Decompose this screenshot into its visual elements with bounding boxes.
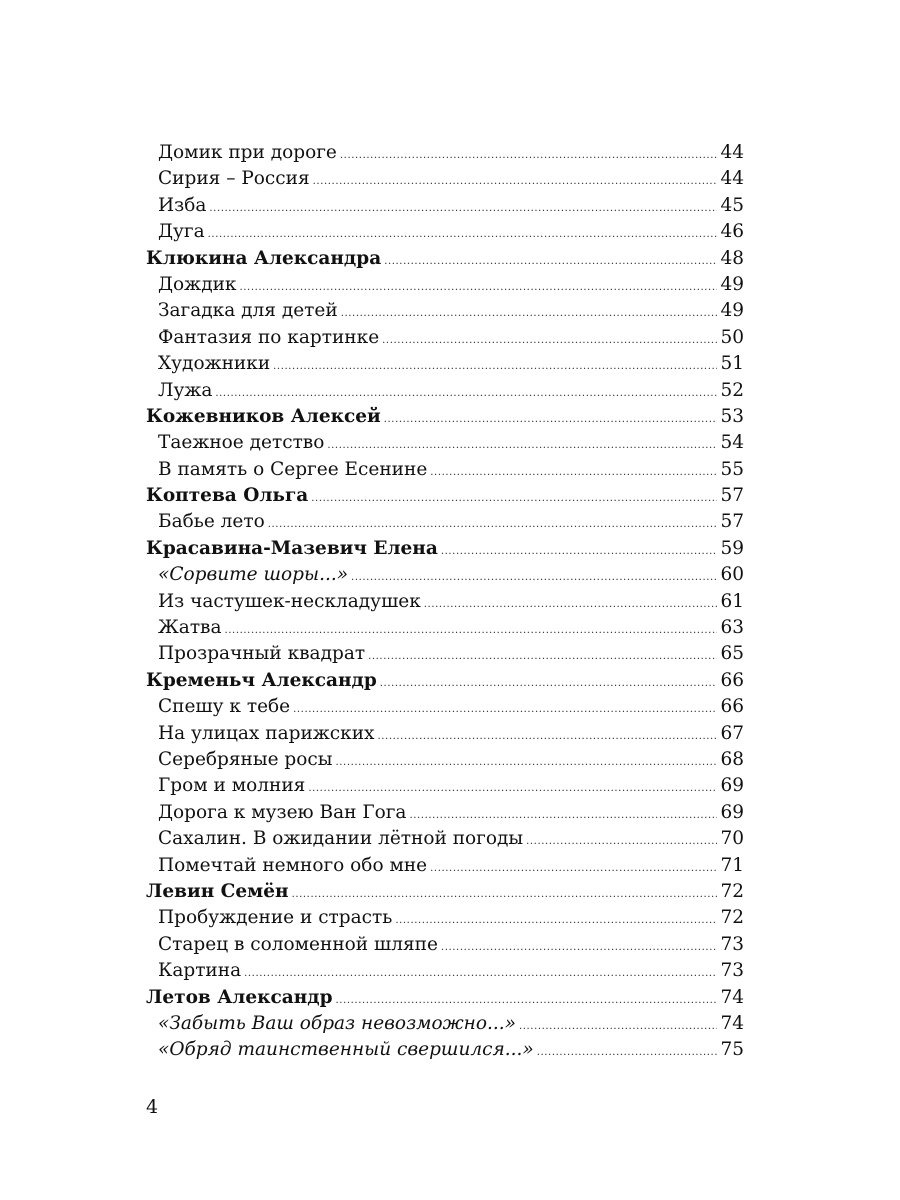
dot-leader <box>268 520 717 530</box>
poem-title: В память о Сергее Есенине <box>158 458 428 480</box>
poem-title: Лужа <box>158 379 213 401</box>
toc-entry-row <box>146 378 744 404</box>
toc-entry-row <box>146 430 744 456</box>
toc-entry-row <box>146 747 744 773</box>
toc-page-number: 49 <box>720 273 744 295</box>
toc-page-number: 50 <box>720 326 744 348</box>
dot-leader <box>441 547 717 557</box>
dot-leader <box>384 257 717 267</box>
toc-entry-row <box>146 509 744 535</box>
toc-page-number: 48 <box>720 247 744 269</box>
dot-leader <box>239 283 717 293</box>
dot-leader <box>215 389 717 399</box>
toc-page-number: 72 <box>720 880 744 902</box>
poem-title: Загадка для детей <box>158 300 338 322</box>
dot-leader <box>351 573 717 583</box>
poem-title: Старец в соломенной шляпе <box>158 933 438 955</box>
toc-page-number: 71 <box>720 854 744 876</box>
author-name: Кременьч Александр <box>146 669 377 691</box>
toc-author-row <box>146 483 744 509</box>
dot-leader <box>395 916 717 926</box>
toc-page-number: 72 <box>720 907 744 929</box>
dot-leader <box>340 151 717 161</box>
poem-title: Прозрачный квадрат <box>158 643 366 665</box>
toc-entry-row <box>146 773 744 799</box>
dot-leader <box>424 600 717 610</box>
toc-entry-row <box>146 853 744 879</box>
toc-entry-row <box>146 1011 744 1037</box>
poem-title: Домик при дороге <box>158 142 337 163</box>
toc-entry-row <box>146 932 744 958</box>
toc-page-number: 73 <box>720 960 744 982</box>
toc-entry-row <box>146 325 744 351</box>
poem-title: Изба <box>158 194 207 216</box>
toc-page-number: 69 <box>720 801 744 823</box>
page-number: 4 <box>146 1096 159 1118</box>
poem-title: Дуга <box>158 221 205 243</box>
toc-page-number: 54 <box>720 432 744 454</box>
dot-leader <box>292 890 717 900</box>
toc-entry-row <box>146 166 744 192</box>
toc-entry-row <box>146 298 744 324</box>
dot-leader <box>441 943 717 953</box>
author-name: Левин Семён <box>146 880 289 902</box>
poem-title: Сирия – Россия <box>158 168 310 190</box>
poem-title: Дождик <box>158 273 237 295</box>
toc-page-number: 74 <box>720 986 744 1008</box>
toc-page-number: 65 <box>720 643 744 665</box>
poem-title: «Забыть Ваш образ невозможно...» <box>158 1012 516 1034</box>
toc-page-number: 68 <box>720 748 744 770</box>
dot-leader <box>378 732 718 742</box>
poem-title: Картина <box>158 960 242 982</box>
toc-author-row <box>146 668 744 694</box>
dot-leader <box>273 362 717 372</box>
poem-title: Художники <box>158 353 271 375</box>
poem-title: Таежное детство <box>158 432 325 454</box>
author-name: Коптева Ольга <box>146 485 309 507</box>
toc-entry-row <box>146 615 744 641</box>
toc-author-row <box>146 536 744 562</box>
toc-entry-row <box>146 694 744 720</box>
toc-page-number: 66 <box>720 669 744 691</box>
poem-title: Серебряные росы <box>158 748 333 770</box>
poem-title: Пробуждение и страсть <box>158 907 393 929</box>
toc-author-row <box>146 404 744 430</box>
toc-page-number: 44 <box>720 142 744 163</box>
dot-leader <box>368 652 717 662</box>
toc-page-number: 75 <box>720 1039 744 1061</box>
toc-entry-row <box>146 800 744 826</box>
poem-title: Фантазия по картинке <box>158 326 380 348</box>
dot-leader <box>244 969 717 979</box>
dot-leader <box>537 1048 717 1058</box>
toc-author-row <box>146 246 744 272</box>
toc-page-number: 66 <box>720 696 744 718</box>
dot-leader <box>341 309 717 319</box>
dot-leader <box>336 996 717 1006</box>
toc-entry-row <box>146 721 744 747</box>
poem-title: Сахалин. В ожидании лётной погоды <box>158 828 524 850</box>
toc-page-number: 59 <box>720 537 744 559</box>
toc-page-number: 63 <box>720 617 744 639</box>
dot-leader <box>430 468 717 478</box>
toc-author-row <box>146 985 744 1011</box>
poem-title: Бабье лето <box>158 511 265 533</box>
toc-entry-row <box>146 905 744 931</box>
poem-title: Жатва <box>158 617 222 639</box>
toc-page-number: 52 <box>720 379 744 401</box>
toc-entry-row <box>146 1037 744 1063</box>
dot-leader <box>209 204 717 214</box>
toc-page-number: 57 <box>720 511 744 533</box>
toc-entry-row <box>146 958 744 984</box>
toc-author-row <box>146 879 744 905</box>
toc-entry-row <box>146 641 744 667</box>
dot-leader <box>327 441 717 451</box>
toc-entry-row <box>146 562 744 588</box>
table-of-contents <box>146 140 744 1064</box>
author-name: Кожевников Алексей <box>146 405 381 427</box>
toc-page-number: 49 <box>720 300 744 322</box>
poem-title: Дорога к музею Ван Гога <box>158 801 407 823</box>
toc-page-number: 45 <box>720 194 744 216</box>
toc-page-number: 67 <box>720 722 744 744</box>
dot-leader <box>336 758 718 768</box>
toc-page-number: 60 <box>720 564 744 586</box>
poem-title: На улицах парижских <box>158 722 375 744</box>
dot-leader <box>384 415 717 425</box>
dot-leader <box>208 230 717 240</box>
toc-page-number: 61 <box>720 590 744 612</box>
poem-title: Помечтай немного обо мне <box>158 854 428 876</box>
toc-page-number: 70 <box>720 828 744 850</box>
toc-entry-row <box>146 351 744 377</box>
toc-entry-row <box>146 140 744 166</box>
toc-entry-row <box>146 272 744 298</box>
dot-leader <box>382 336 717 346</box>
toc-page-number: 46 <box>720 221 744 243</box>
poem-title: Гром и молния <box>158 775 306 797</box>
author-name: Клюкина Александра <box>146 247 382 269</box>
toc-page-number: 44 <box>720 168 744 190</box>
poem-title: Спешу к тебе <box>158 696 291 718</box>
toc-entry-row <box>146 457 744 483</box>
toc-page-number: 51 <box>720 353 744 375</box>
toc-page-number: 57 <box>720 485 744 507</box>
toc-entry-row <box>146 193 744 219</box>
dot-leader <box>293 705 717 715</box>
dot-leader <box>225 626 718 636</box>
dot-leader <box>313 177 717 187</box>
dot-leader <box>311 494 717 504</box>
toc-page-number: 53 <box>720 405 744 427</box>
dot-leader <box>409 811 717 821</box>
poem-title: Из частушек-нескладушек <box>158 590 421 612</box>
dot-leader <box>430 864 717 874</box>
poem-title: «Сорвите шоры...» <box>158 564 349 586</box>
author-name: Красавина-Мазевич Елена <box>146 537 438 559</box>
dot-leader <box>380 679 717 689</box>
dot-leader <box>519 1022 717 1032</box>
toc-page-number: 73 <box>720 933 744 955</box>
poem-title: «Обряд таинственный свершился...» <box>158 1039 534 1061</box>
toc-entry-row <box>146 219 744 245</box>
toc-entry-row <box>146 826 744 852</box>
dot-leader <box>308 784 717 794</box>
dot-leader <box>526 837 717 847</box>
toc-entry-row <box>146 589 744 615</box>
author-name: Летов Александр <box>146 986 333 1008</box>
toc-page-number: 55 <box>720 458 744 480</box>
toc-page-number: 69 <box>720 775 744 797</box>
toc-page-number: 74 <box>720 1012 744 1034</box>
